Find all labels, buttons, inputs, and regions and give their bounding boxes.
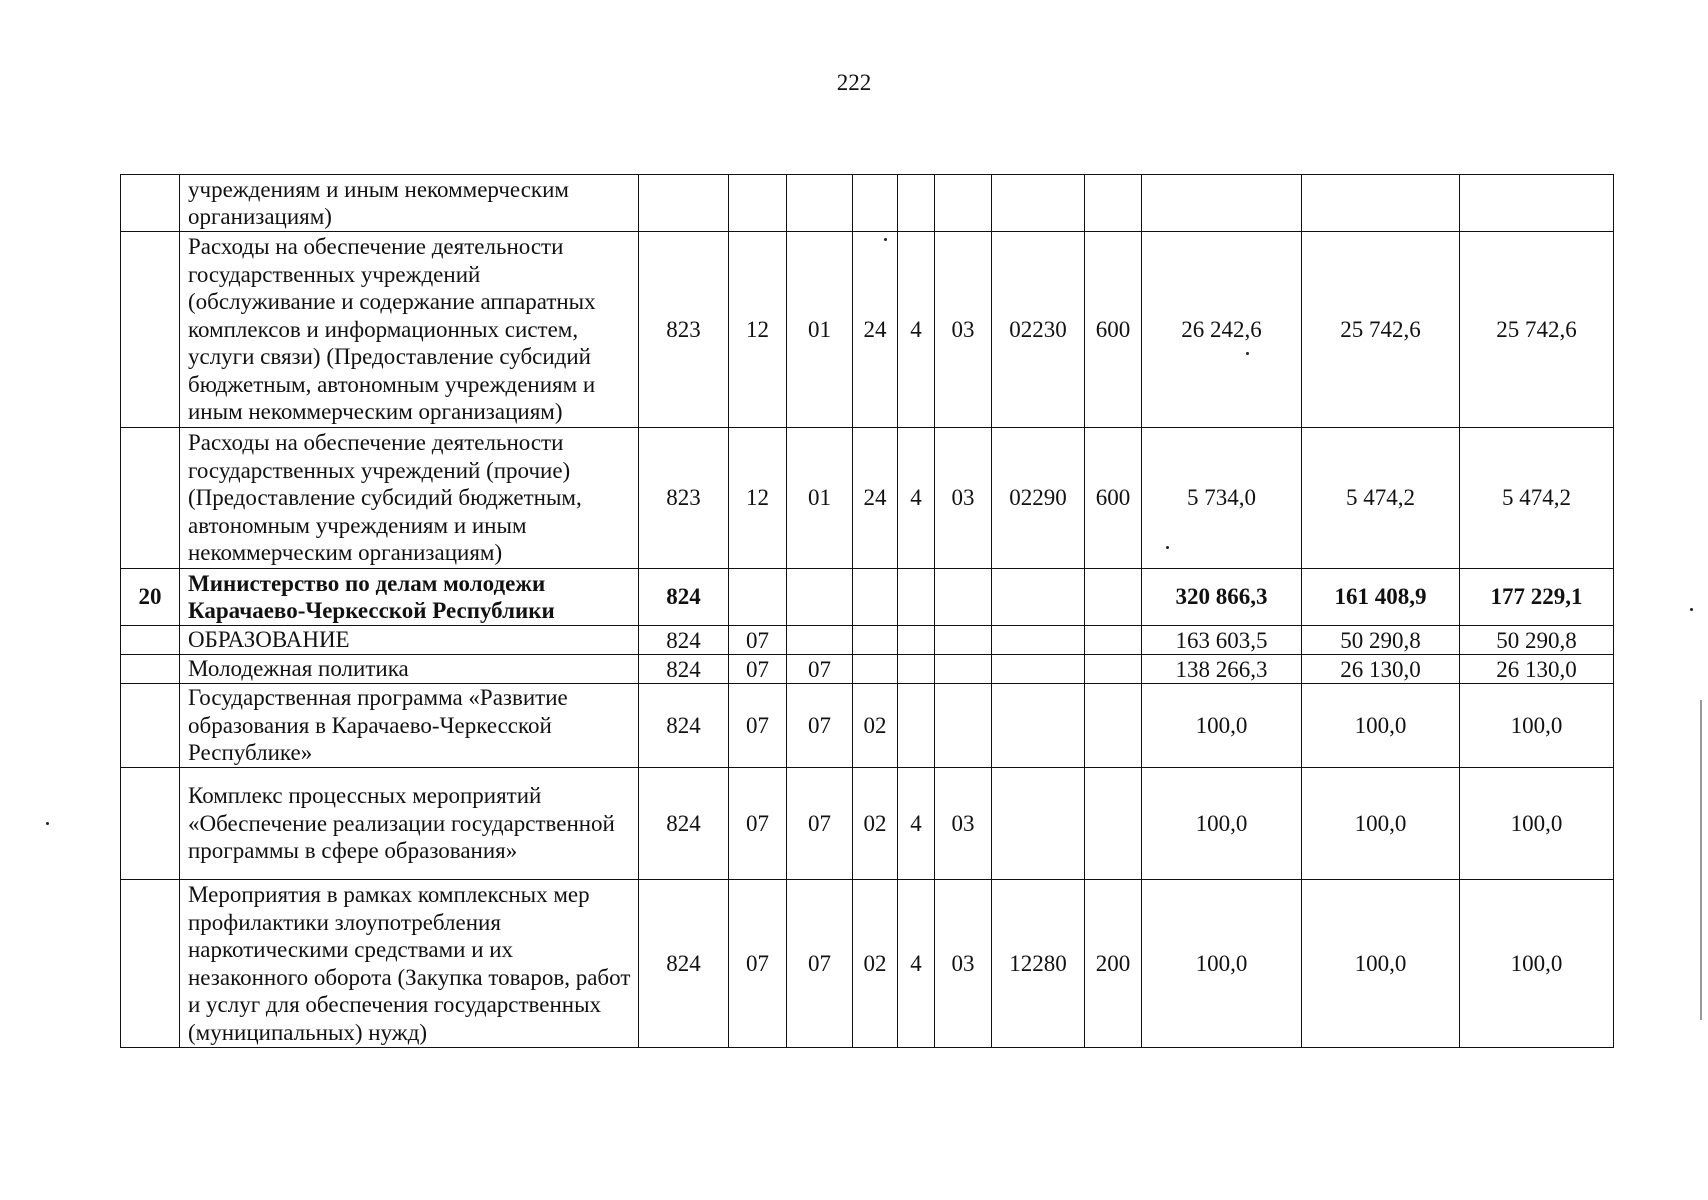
table-row — [121, 626, 1614, 655]
row-name: ОБРАЗОВАНИЕ — [180, 626, 639, 655]
row-number — [121, 684, 180, 768]
cell-direction — [992, 569, 1085, 626]
cell-sum-1: 138 266,3 — [1142, 655, 1302, 684]
cell-program: 02 — [853, 684, 898, 768]
cell-program-type — [898, 684, 935, 768]
row-number — [121, 428, 180, 569]
cell-program: 02 — [853, 768, 898, 880]
scan-speck — [46, 822, 49, 825]
row-number — [121, 655, 180, 684]
cell-program-type: 4 — [898, 880, 935, 1048]
table-row — [121, 768, 1614, 880]
cell-program: 02 — [853, 880, 898, 1048]
cell-program-element: 03 — [935, 232, 992, 428]
scan-speck — [884, 238, 887, 241]
cell-vr — [1085, 175, 1142, 232]
cell-program-element — [935, 569, 992, 626]
cell-vr: 600 — [1085, 428, 1142, 569]
cell-sum-1: 320 866,3 — [1142, 569, 1302, 626]
cell-direction — [992, 768, 1085, 880]
budget-table — [120, 174, 1614, 1048]
scan-edge — [1700, 700, 1702, 1020]
row-name: Молодежная политика — [180, 655, 639, 684]
cell-sum-2: 100,0 — [1302, 684, 1460, 768]
cell-vr — [1085, 655, 1142, 684]
row-name: Комплекс процессных мероприятий «Обеспечение реализации государственной программы в сфере образования» — [180, 768, 639, 880]
cell-direction: 02230 — [992, 232, 1085, 428]
cell-program — [853, 626, 898, 655]
cell-program-element: 03 — [935, 880, 992, 1048]
cell-rz: 07 — [729, 626, 787, 655]
cell-rz: 07 — [729, 768, 787, 880]
row-number — [121, 626, 180, 655]
cell-pr: 07 — [787, 880, 853, 1048]
row-name: учреждениям и иным некоммерческим организациям) — [180, 175, 639, 232]
cell-sum-2: 26 130,0 — [1302, 655, 1460, 684]
cell-program-type — [898, 626, 935, 655]
cell-program-type — [898, 655, 935, 684]
row-number — [121, 175, 180, 232]
table-row — [121, 655, 1614, 684]
cell-program-type — [898, 175, 935, 232]
cell-vr: 200 — [1085, 880, 1142, 1048]
cell-program-type: 4 — [898, 428, 935, 569]
page-number: 222 — [836, 70, 872, 95]
cell-sum-2: 25 742,6 — [1302, 232, 1460, 428]
cell-adm: 823 — [639, 232, 729, 428]
cell-program — [853, 569, 898, 626]
cell-sum-1 — [1142, 175, 1302, 232]
cell-vr — [1085, 684, 1142, 768]
row-name: Расходы на обеспечение деятельности государственных учреждений (обслуживание и содержание аппаратных комплексов и информационных систем, услуги связи) (Предоставление субсидий бюджетным, автономным учреждениям и иным некоммерческим организациям) — [180, 232, 639, 428]
cell-adm: 824 — [639, 880, 729, 1048]
cell-sum-1: 100,0 — [1142, 768, 1302, 880]
cell-sum-3 — [1460, 175, 1614, 232]
cell-program: 24 — [853, 428, 898, 569]
row-number: 20 — [121, 569, 180, 626]
table-row — [121, 175, 1614, 232]
cell-rz: 07 — [729, 684, 787, 768]
row-number — [121, 768, 180, 880]
cell-program-type: 4 — [898, 232, 935, 428]
cell-program-type: 4 — [898, 768, 935, 880]
cell-direction — [992, 655, 1085, 684]
scan-speck — [1166, 546, 1169, 549]
cell-program: 24 — [853, 232, 898, 428]
table-row-ministry — [121, 569, 1614, 626]
cell-program-element — [935, 626, 992, 655]
cell-pr: 07 — [787, 768, 853, 880]
cell-program-element — [935, 684, 992, 768]
row-number — [121, 232, 180, 428]
cell-pr: 07 — [787, 655, 853, 684]
cell-sum-3: 100,0 — [1460, 684, 1614, 768]
cell-adm: 824 — [639, 768, 729, 880]
cell-program-element — [935, 175, 992, 232]
cell-vr: 600 — [1085, 232, 1142, 428]
cell-vr — [1085, 768, 1142, 880]
cell-pr — [787, 569, 853, 626]
cell-program — [853, 655, 898, 684]
cell-vr — [1085, 626, 1142, 655]
table-row — [121, 428, 1614, 569]
cell-pr: 01 — [787, 232, 853, 428]
cell-pr: 01 — [787, 428, 853, 569]
cell-sum-1: 163 603,5 — [1142, 626, 1302, 655]
cell-adm: 824 — [639, 655, 729, 684]
cell-program — [853, 175, 898, 232]
cell-program-element — [935, 655, 992, 684]
cell-adm: 824 — [639, 626, 729, 655]
cell-pr — [787, 626, 853, 655]
cell-sum-3: 100,0 — [1460, 768, 1614, 880]
cell-adm: 824 — [639, 684, 729, 768]
cell-program-element: 03 — [935, 428, 992, 569]
cell-sum-1: 26 242,6 — [1142, 232, 1302, 428]
row-name: Государственная программа «Развитие образования в Карачаево-Черкесской Республике» — [180, 684, 639, 768]
cell-program-element: 03 — [935, 768, 992, 880]
cell-sum-2: 100,0 — [1302, 768, 1460, 880]
table-row — [121, 880, 1614, 1048]
cell-sum-3: 5 474,2 — [1460, 428, 1614, 569]
row-number — [121, 880, 180, 1048]
cell-vr — [1085, 569, 1142, 626]
cell-sum-1: 100,0 — [1142, 880, 1302, 1048]
cell-adm — [639, 175, 729, 232]
cell-pr — [787, 175, 853, 232]
cell-rz — [729, 569, 787, 626]
cell-rz: 12 — [729, 232, 787, 428]
cell-program-type — [898, 569, 935, 626]
table-row — [121, 684, 1614, 768]
cell-direction — [992, 626, 1085, 655]
cell-sum-2: 161 408,9 — [1302, 569, 1460, 626]
cell-sum-3: 50 290,8 — [1460, 626, 1614, 655]
cell-adm: 824 — [639, 569, 729, 626]
scan-speck — [1246, 352, 1249, 355]
row-name: Мероприятия в рамках комплексных мер профилактики злоупотребления наркотическими средствами и их незаконного оборота (Закупка товаров, работ и услуг для обеспечения государственных (муниципальных) нужд) — [180, 880, 639, 1048]
cell-sum-3: 177 229,1 — [1460, 569, 1614, 626]
scan-speck — [1690, 608, 1693, 611]
cell-rz: 07 — [729, 655, 787, 684]
row-name: Министерство по делам молодежи Карачаево-Черкесской Республики — [180, 569, 639, 626]
cell-direction: 02290 — [992, 428, 1085, 569]
table-row — [121, 232, 1614, 428]
cell-sum-1: 100,0 — [1142, 684, 1302, 768]
cell-sum-2: 5 474,2 — [1302, 428, 1460, 569]
cell-sum-3: 25 742,6 — [1460, 232, 1614, 428]
cell-adm: 823 — [639, 428, 729, 569]
cell-direction — [992, 684, 1085, 768]
cell-sum-3: 26 130,0 — [1460, 655, 1614, 684]
cell-sum-1: 5 734,0 — [1142, 428, 1302, 569]
cell-pr: 07 — [787, 684, 853, 768]
cell-sum-3: 100,0 — [1460, 880, 1614, 1048]
cell-direction: 12280 — [992, 880, 1085, 1048]
cell-rz: 07 — [729, 880, 787, 1048]
cell-sum-2: 50 290,8 — [1302, 626, 1460, 655]
cell-sum-2 — [1302, 175, 1460, 232]
cell-rz: 12 — [729, 428, 787, 569]
row-name: Расходы на обеспечение деятельности государственных учреждений (прочие) (Предоставление субсидий бюджетным, автономным учреждениям и иным некоммерческим организациям) — [180, 428, 639, 569]
cell-sum-2: 100,0 — [1302, 880, 1460, 1048]
cell-rz — [729, 175, 787, 232]
cell-direction — [992, 175, 1085, 232]
